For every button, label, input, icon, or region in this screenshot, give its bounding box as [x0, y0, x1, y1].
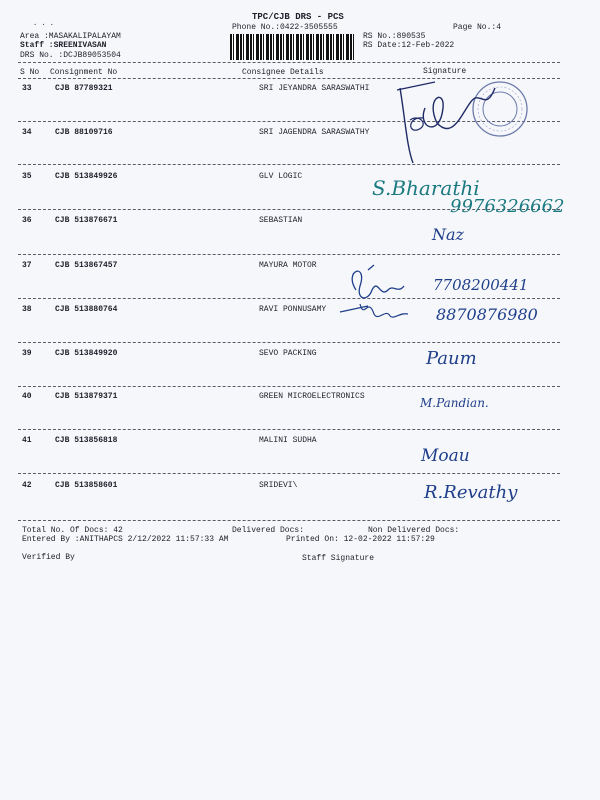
row-consignment: CJB 513856818: [55, 436, 118, 445]
row-consignment: CJB 513879371: [55, 392, 118, 401]
row-sno: 39: [22, 349, 32, 358]
header-dots: . . .: [33, 20, 55, 28]
handwriting-row37-phone: 7708200441: [433, 276, 529, 294]
row-consignment: CJB 513849920: [55, 349, 118, 358]
delivered-docs: Delivered Docs:: [232, 526, 305, 535]
row-consignee: SEVO PACKING: [259, 349, 317, 358]
header-divider: [18, 62, 560, 63]
phone-number: Phone No.:0422-3505555: [232, 23, 338, 32]
row-sno: 34: [22, 128, 32, 137]
handwriting-row41: Moau: [421, 446, 470, 466]
rs-number: RS No.:890535: [363, 32, 426, 41]
row-consignment: CJB 87789321: [55, 84, 113, 93]
col-consignee: Consignee Details: [242, 68, 324, 77]
row-divider: [18, 342, 560, 343]
row-sno: 37: [22, 261, 32, 270]
row-sno: 33: [22, 84, 32, 93]
handwriting-row38-phone: 8870876980: [436, 305, 538, 324]
signature-scribble-33: [395, 68, 505, 168]
total-docs: Total No. Of Docs: 42: [22, 526, 123, 535]
row-sno: 36: [22, 216, 32, 225]
col-consignment: Consignment No: [50, 68, 118, 77]
row-sno: 35: [22, 172, 32, 181]
row-consignee: MALINI SUDHA: [259, 436, 317, 445]
row-consignee: SRI JAGENDRA SARASWATHY: [259, 128, 370, 137]
row-consignee: RAVI PONNUSAMY: [259, 305, 327, 314]
area-label: Area :MASAKALIPALAYAM: [20, 32, 121, 41]
row-consignee: SRIDEVI\: [259, 481, 298, 490]
row-divider: [18, 298, 560, 299]
row-sno: 38: [22, 305, 32, 314]
drs-number: DRS No. :DCJB89053504: [20, 51, 121, 60]
page-number: Page No.:4: [453, 23, 502, 32]
handwriting-row42: R.Revathy: [424, 482, 518, 503]
row-consignee: GLV LOGIC: [259, 172, 303, 181]
col-sno: S No: [20, 68, 40, 77]
handwriting-row39: Paum: [426, 348, 477, 369]
row-consignment: CJB 513858601: [55, 481, 118, 490]
non-delivered-docs: Non Delivered Docs:: [368, 526, 460, 535]
row-divider: [18, 254, 560, 255]
row-consignment: CJB 513876671: [55, 216, 118, 225]
rs-date: RS Date:12-Feb-2022: [363, 41, 455, 50]
staff-label: Staff :SREENIVASAN: [20, 41, 107, 50]
row-consignment: CJB 513880764: [55, 305, 118, 314]
row-sno: 41: [22, 436, 32, 445]
row-divider: [18, 429, 560, 430]
verified-by: Verified By: [22, 553, 75, 562]
row-sno: 42: [22, 481, 32, 490]
table-bottom-divider: [18, 520, 560, 521]
staff-signature: Staff Signature: [302, 554, 375, 563]
row-divider: [18, 386, 560, 387]
barcode: [230, 34, 354, 60]
row-consignee: SRI JEYANDRA SARASWATHI: [259, 84, 370, 93]
row-divider: [18, 473, 560, 474]
entered-by: Entered By :ANITHAPCS 2/12/2022 11:57:33 AM: [22, 535, 229, 544]
handwriting-row40: M.Pandian.: [420, 396, 489, 410]
document-title: TPC/CJB DRS - PCS: [252, 12, 344, 22]
handwriting-row36: Naz: [432, 225, 464, 244]
row-sno: 40: [22, 392, 32, 401]
row-consignee: SEBASTIAN: [259, 216, 303, 225]
row-consignment: CJB 513867457: [55, 261, 118, 270]
row-consignment: CJB 513849926: [55, 172, 118, 181]
row-consignee: MAYURA MOTOR: [259, 261, 317, 270]
row-consignee: GREEN MICROELECTRONICS: [259, 392, 365, 401]
printed-on: Printed On: 12-02-2022 11:57:29: [286, 535, 435, 544]
handwriting-row35-name: S.Bharathi: [372, 176, 480, 200]
col-signature: Signature: [423, 67, 467, 76]
signature-scribble-37: [338, 260, 418, 326]
handwriting-row35-phone: 9976326662: [450, 196, 565, 217]
row-consignment: CJB 88109716: [55, 128, 113, 137]
